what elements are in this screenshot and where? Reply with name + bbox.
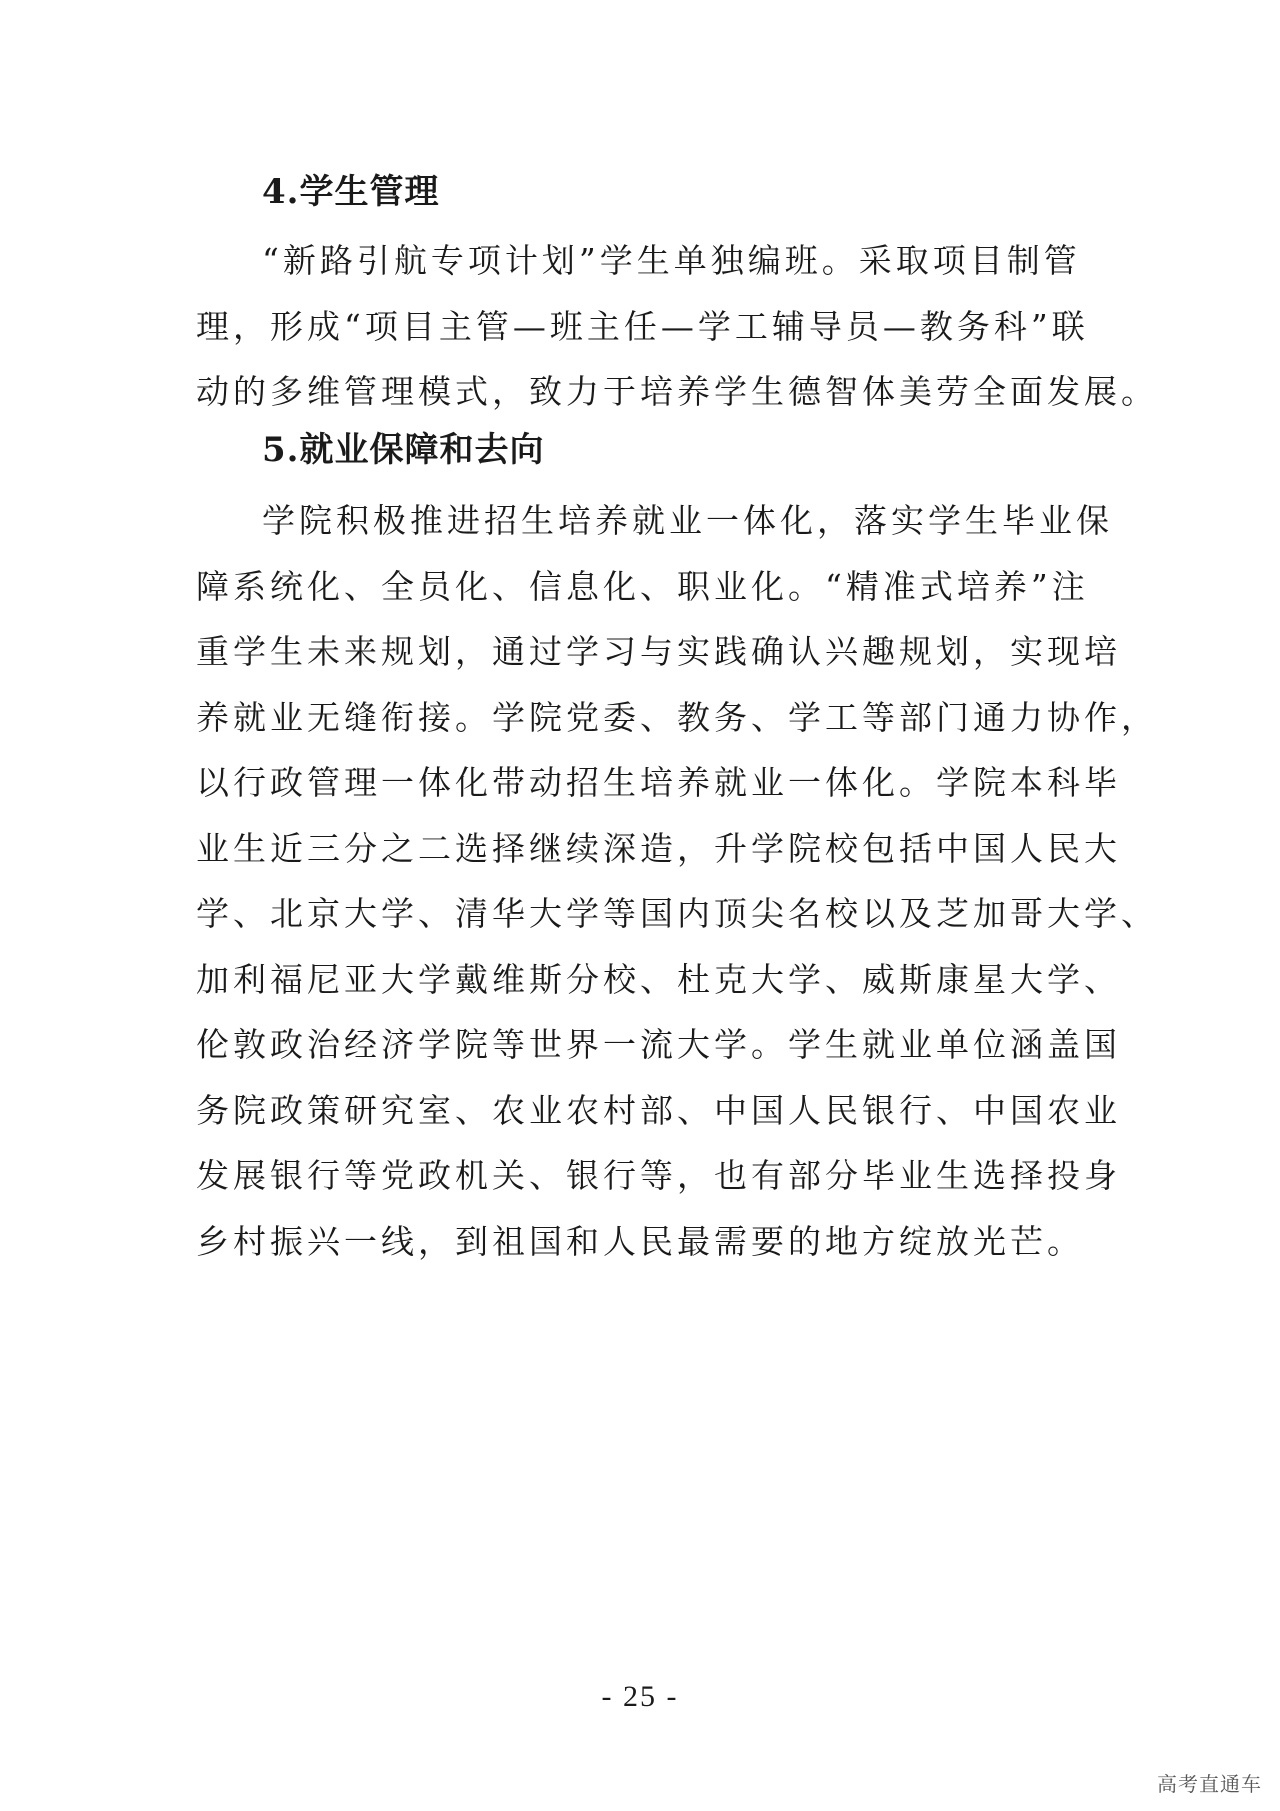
paragraph-line: 学院积极推进招生培养就业一体化，落实学生毕业保: [262, 501, 1113, 540]
paragraph-employment: [196, 488, 1158, 1274]
section-heading-student-management: 4.学生管理: [262, 172, 440, 212]
watermark: 高考直通车: [1157, 1772, 1262, 1796]
paragraph-line: 业生近三分之二选择继续深造，升学院校包括中国人民大: [196, 828, 1121, 868]
paragraph-line: 重学生未来规划，通过学习与实践确认兴趣规划，实现培: [196, 632, 1121, 671]
paragraph-line: 乡村振兴一线，到祖国和人民最需要的地方绽放光芒。: [196, 1221, 1084, 1261]
paragraph-line: 务院政策研究室、农业农村部、中国人民银行、中国农业: [196, 1090, 1121, 1130]
paragraph-line: “新路引航专项计划”学生单独编班。采取项目制管: [262, 241, 1081, 280]
paragraph-line: 动的多维管理模式，致力于培养学生德智体美劳全面发展。: [196, 372, 1158, 411]
paragraph-line: 障系统化、全员化、信息化、职业化。“精准式培养”注: [196, 566, 1089, 606]
paragraph-line: 理，形成“项目主管—班主任—学工辅导员—教务科”联: [196, 306, 1089, 346]
page-number: - 25 -: [601, 1680, 679, 1713]
paragraph-line: 以行政管理一体化带动招生培养就业一体化。学院本科毕: [196, 763, 1121, 802]
paragraph-line: 发展银行等党政机关、银行等，也有部分毕业生选择投身: [196, 1156, 1121, 1195]
paragraph-line: 加利福尼亚大学戴维斯分校、杜克大学、威斯康星大学、: [196, 959, 1121, 999]
paragraph-line: 伦敦政治经济学院等世界一流大学。学生就业单位涵盖国: [196, 1025, 1121, 1064]
paragraph-line: 学、北京大学、清华大学等国内顶尖名校以及芝加哥大学、: [196, 894, 1158, 933]
section-heading-employment: 5.就业保障和去向: [262, 430, 545, 470]
paragraph-student-management: [196, 228, 1158, 425]
paragraph-line: 养就业无缝衔接。学院党委、教务、学工等部门通力协作，: [196, 697, 1158, 737]
